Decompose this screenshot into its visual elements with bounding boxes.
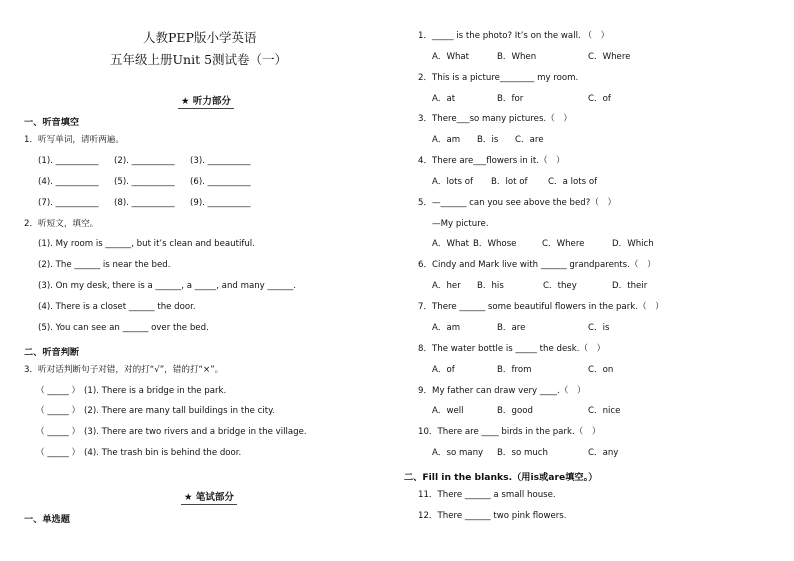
writing-section-banner: ★ 笔试部分 bbox=[181, 488, 237, 505]
mcq-1-question: 1．_____ is the photo? It’s on the wall. （ ） bbox=[418, 31, 610, 41]
mcq-3-question: 3．There___so many pictures.（ ） bbox=[418, 114, 572, 124]
judge-blank-2: （ _____ ） bbox=[36, 406, 81, 416]
passage-line-5: (5). You can see an ______ over the bed. bbox=[38, 323, 209, 333]
mcq-2-option-a: A．at bbox=[432, 94, 456, 104]
mcq-10-option-a: A．so many bbox=[432, 448, 484, 458]
judge-text-3: (3). There are two rivers and a bridge in the village. bbox=[84, 427, 307, 437]
mcq-4-option-b: B．lot of bbox=[491, 177, 528, 187]
mcq-5-option-b: B．Whose bbox=[473, 239, 517, 249]
mcq-7-question: 7．There ______ some beautiful flowers in the park.（ ） bbox=[418, 302, 664, 312]
mcq-5-option-a: A．What bbox=[432, 239, 470, 249]
judge-blank-4: （ _____ ） bbox=[36, 448, 81, 458]
blank-6: (6). __________ bbox=[190, 177, 251, 187]
mcq-9-question: 9．My father can draw very ____.（ ） bbox=[418, 386, 586, 396]
mcq-3-option-a: A．am bbox=[432, 135, 461, 145]
judge-text-2: (2). There are many tall buildings in the city. bbox=[84, 406, 275, 416]
passage-line-3: (3). On my desk, there is a ______, a _____, and many ______. bbox=[38, 281, 296, 291]
mcq-1-option-c: C．Where bbox=[588, 52, 631, 62]
mcq-2-option-c: C．of bbox=[588, 94, 611, 104]
mcq-8-option-c: C．on bbox=[588, 365, 614, 375]
mcq-1-option-b: B．When bbox=[497, 52, 537, 62]
blank-8: (8). __________ bbox=[114, 198, 175, 208]
blank-9: (9). __________ bbox=[190, 198, 251, 208]
blank-7: (7). __________ bbox=[38, 198, 99, 208]
question-2-instruction: 2．听短文，填空。 bbox=[24, 219, 99, 229]
mcq-6-option-a: A．her bbox=[432, 281, 461, 291]
blank-4: (4). __________ bbox=[38, 177, 99, 187]
listening-part2-heading: 二、听音判断 bbox=[24, 347, 80, 358]
blank-2: (2). __________ bbox=[114, 156, 175, 166]
blank-3: (3). __________ bbox=[190, 156, 251, 166]
mcq-7-option-c: C．is bbox=[588, 323, 610, 333]
mcq-9-option-a: A．well bbox=[432, 406, 464, 416]
question-1-instruction: 1．听写单词，请听两遍。 bbox=[24, 135, 124, 145]
writing-part1-heading: 一、单选题 bbox=[24, 514, 70, 525]
mcq-5-option-d: D．Which bbox=[612, 239, 654, 249]
blank-1: (1). __________ bbox=[38, 156, 99, 166]
judge-blank-3: （ _____ ） bbox=[36, 427, 81, 437]
mcq-3-option-c: C．are bbox=[515, 135, 544, 145]
mcq-3-option-b: B．is bbox=[477, 135, 499, 145]
question-3-instruction: 3．听对话判断句子对错，对的打“√”，错的打“×”。 bbox=[24, 365, 224, 375]
fill-blanks-heading: 二、Fill in the blanks.（用is或are填空。） bbox=[404, 472, 598, 483]
mcq-4-question: 4．There are___flowers in it.（ ） bbox=[418, 156, 565, 166]
mcq-9-option-b: B．good bbox=[497, 406, 533, 416]
mcq-2-question: 2．This is a picture________ my room. bbox=[418, 73, 579, 83]
mcq-6-option-c: C．they bbox=[543, 281, 577, 291]
judge-blank-1: （ _____ ） bbox=[36, 386, 81, 396]
mcq-4-option-c: C．a lots of bbox=[548, 177, 598, 187]
mcq-6-option-b: B．his bbox=[477, 281, 504, 291]
mcq-10-option-b: B．so much bbox=[497, 448, 548, 458]
passage-line-4: (4). There is a closet ______ the door. bbox=[38, 302, 196, 312]
passage-line-2: (2). The ______ is near the bed. bbox=[38, 260, 171, 270]
judge-text-1: (1). There is a bridge in the park. bbox=[84, 386, 227, 396]
fill-item-12: 12．There ______ two pink flowers. bbox=[418, 511, 567, 521]
mcq-10-question: 10．There are ____ birds in the park.（ ） bbox=[418, 427, 601, 437]
mcq-4-option-a: A．lots of bbox=[432, 177, 473, 187]
passage-line-1: (1). My room is ______, but it’s clean and beautiful. bbox=[38, 239, 255, 249]
mcq-10-option-c: C．any bbox=[588, 448, 619, 458]
mcq-7-option-a: A．am bbox=[432, 323, 461, 333]
blank-5: (5). __________ bbox=[114, 177, 175, 187]
mcq-9-option-c: C．nice bbox=[588, 406, 621, 416]
title-line-2: 五年级上册Unit 5测试卷（一） bbox=[110, 52, 288, 67]
mcq-7-option-b: B．are bbox=[497, 323, 526, 333]
mcq-5-option-c: C．Where bbox=[542, 239, 585, 249]
mcq-8-question: 8．The water bottle is _____ the desk.（ ） bbox=[418, 344, 606, 354]
mcq-6-option-d: D．their bbox=[612, 281, 648, 291]
listening-section-banner: ★ 听力部分 bbox=[178, 92, 234, 109]
mcq-2-option-b: B．for bbox=[497, 94, 524, 104]
mcq-8-option-b: B．from bbox=[497, 365, 532, 375]
listening-part1-heading: 一、听音填空 bbox=[24, 117, 80, 128]
fill-item-11: 11．There ______ a small house. bbox=[418, 490, 556, 500]
mcq-8-option-a: A．of bbox=[432, 365, 455, 375]
mcq-1-option-a: A．What bbox=[432, 52, 470, 62]
title-line-1: 人教PEP版小学英语 bbox=[143, 30, 257, 45]
mcq-5-question: 5．—______ can you see above the bed?（ ） bbox=[418, 198, 617, 208]
mcq-6-question: 6．Cindy and Mark live with ______ grandparents.（ ） bbox=[418, 260, 656, 270]
judge-text-4: (4). The trash bin is behind the door. bbox=[84, 448, 242, 458]
mcq-5-subline: —My picture. bbox=[432, 219, 489, 229]
